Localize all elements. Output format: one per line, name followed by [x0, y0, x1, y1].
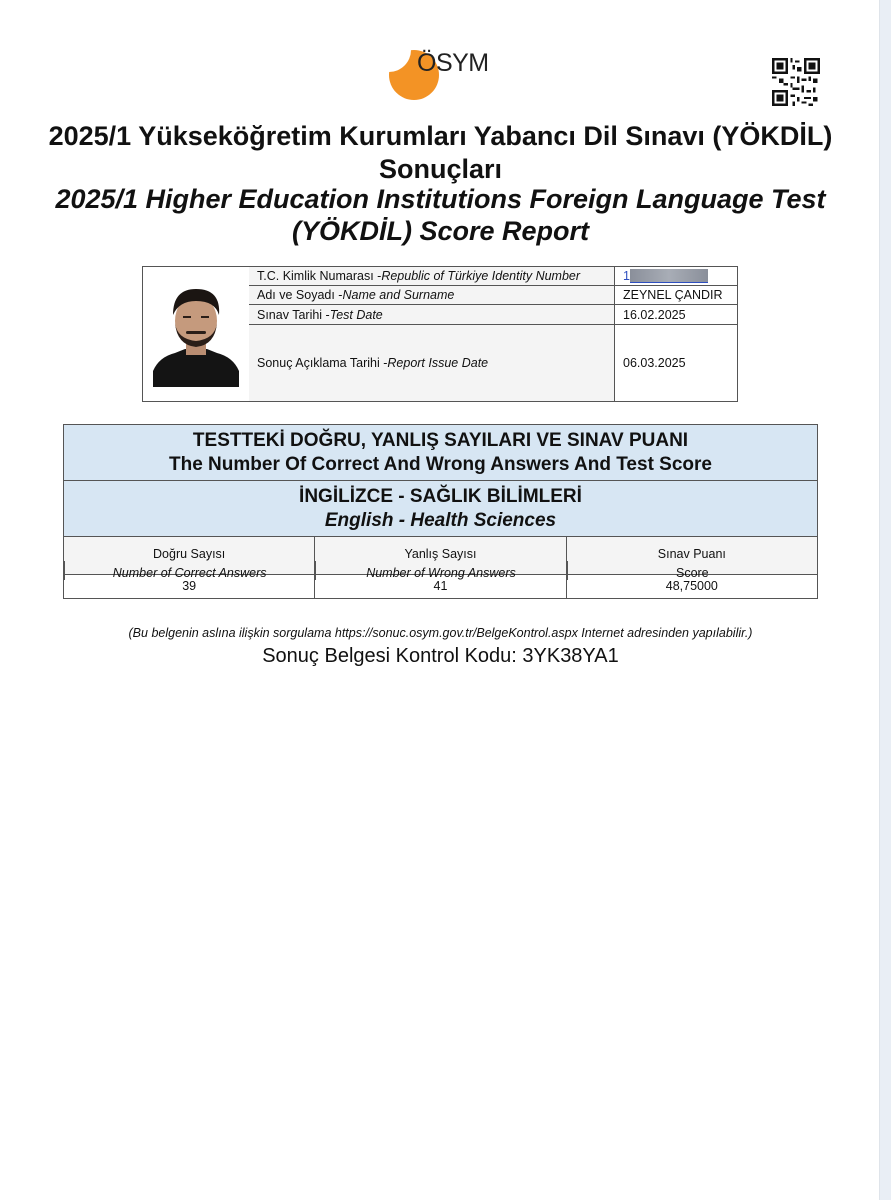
osym-logo: [389, 46, 494, 100]
candidate-photo: [143, 267, 250, 401]
verification-note: (Bu belgenin aslına ilişkin sorgulama https://sonuc.osym.gov.tr/BelgeKontrol.aspx Internet adresinden yapılabilir.): [128, 626, 753, 640]
score-table-header: TESTTEKİ DOĞRU, YANLIŞ SAYILARI VE SINAV PUANI The Number Of Correct And Wrong Answers And Test Score: [64, 425, 817, 481]
test-date-label: Sınav Tarihi - Test Date: [249, 305, 615, 324]
score-column-header: Sınav Puanı Score: [566, 537, 817, 574]
page-title-english: 2025/1 Higher Education Institutions Foreign Language Test (YÖKDİL) Score Report: [55, 184, 826, 246]
correct-column-header: Doğru Sayısı Number of Correct Answers: [64, 537, 314, 574]
page-title-turkish: 2025/1 Yükseköğretim Kurumları Yabancı Dil Sınavı (YÖKDİL) Sonuçları: [48, 121, 833, 184]
osym-logo-text: ÖSYM: [417, 49, 489, 77]
issue-date-value: 06.03.2025: [623, 356, 686, 370]
name-label: Adı ve Soyadı - Name and Surname: [249, 286, 615, 304]
identity-row-test-date: [249, 305, 737, 325]
wrong-column-header: Yanlış Sayısı Number of Wrong Answers: [314, 537, 565, 574]
wrong-count: 41: [314, 575, 565, 598]
score-table: [63, 424, 818, 599]
tc-label: T.C. Kimlik Numarası - Republic of Türkiye Identity Number: [249, 267, 615, 285]
tc-value-visible: 1: [623, 269, 630, 283]
identity-row-name: [249, 286, 737, 305]
subject-header: İNGİLİZCE - SAĞLIK BİLİMLERİ English - Health Sciences: [64, 481, 817, 537]
tc-value: [615, 267, 737, 285]
qr-code-icon: [772, 58, 820, 106]
score-column-headers: [64, 537, 817, 580]
test-score: 48,75000: [566, 575, 817, 598]
test-date-value: 16.02.2025: [623, 307, 686, 322]
control-code: Sonuç Belgesi Kontrol Kodu: 3YK38YA1: [262, 645, 619, 667]
issue-date-label: Sonuç Açıklama Tarihi - Report Issue Date: [249, 325, 615, 401]
identity-table: [142, 266, 738, 402]
identity-row-tc: [249, 267, 737, 286]
page-edge: [879, 0, 891, 1200]
score-values-row: [64, 575, 817, 598]
redaction-block: [630, 269, 708, 283]
name-value: ZEYNEL ÇANDIR: [623, 288, 723, 302]
identity-row-issue-date: [249, 325, 737, 401]
correct-count: 39: [182, 579, 197, 593]
